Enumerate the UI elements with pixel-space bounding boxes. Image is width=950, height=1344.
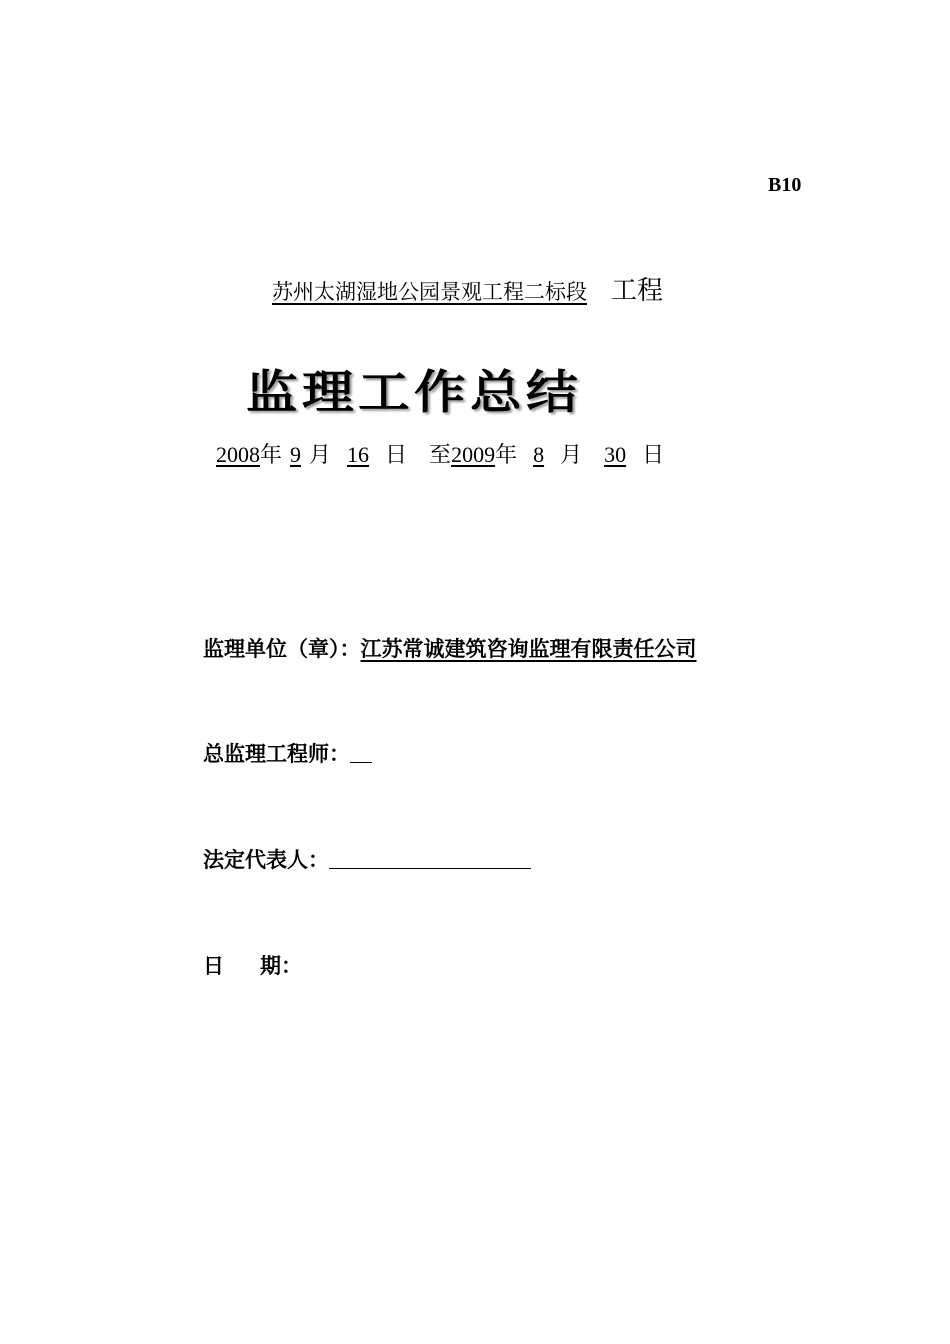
year-label-2: 年 [495,442,518,467]
end-year: 2009 [451,442,496,467]
start-month: 9 [290,442,302,467]
start-day: 16 [347,442,370,467]
month-label: 月 [309,442,332,467]
legal-rep-label: 法定代表人： [203,847,329,872]
form-code: B10 [768,174,802,196]
to-label: 至 [429,442,452,467]
document-title: 监理工作总结 [246,365,582,419]
chief-engineer-row [203,738,372,768]
legal-rep-row [203,844,531,874]
year-label: 年 [260,442,283,467]
day-label: 日 [385,442,408,467]
date-row [203,950,302,980]
month-label-2: 月 [560,442,583,467]
supervision-unit-row [203,633,697,663]
legal-rep-blank[interactable] [329,848,531,869]
day-label-2: 日 [642,442,665,467]
project-name: 苏州太湖湿地公园景观工程二标段 [272,280,587,304]
date-label-part1: 日 [203,953,224,978]
period-line [216,438,664,469]
supervision-unit-value: 江苏常诚建筑咨询监理有限责任公司 [360,636,697,661]
end-day: 30 [604,442,627,467]
date-label-part2: 期： [260,953,302,978]
supervision-unit-label: 监理单位（章）： [203,636,361,661]
project-line [236,270,663,307]
end-month: 8 [533,442,545,467]
start-year: 2008 [216,442,260,467]
chief-engineer-blank[interactable] [350,742,372,763]
project-suffix: 工程 [611,276,664,306]
chief-engineer-label: 总监理工程师： [203,741,350,766]
